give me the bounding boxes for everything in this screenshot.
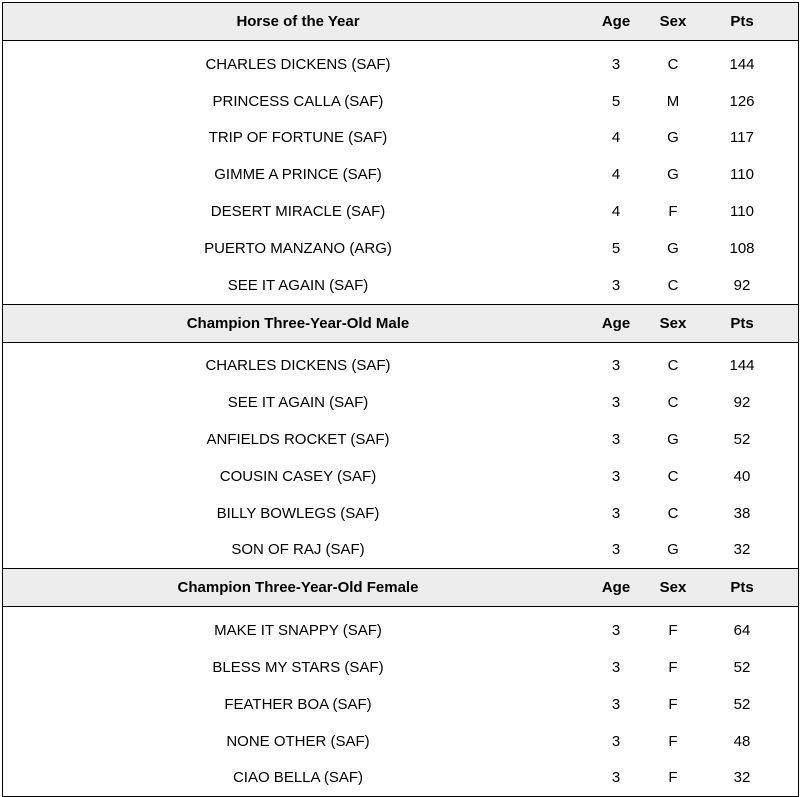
horse-points: 117 <box>730 129 754 147</box>
sex-column-header: Sex <box>659 579 687 597</box>
section-title: Champion Three-Year-Old Male <box>186 314 410 332</box>
table-row <box>3 649 798 686</box>
horse-name: SEE IT AGAIN (SAF) <box>227 276 369 294</box>
horse-age: 3 <box>611 276 621 294</box>
horse-points: 52 <box>733 431 751 449</box>
table-row <box>3 193 798 230</box>
horse-age: 3 <box>611 467 621 485</box>
horse-name: NONE OTHER (SAF) <box>226 732 370 750</box>
horse-age: 3 <box>611 357 621 375</box>
age-column-header: Age <box>601 579 631 597</box>
horse-points: 32 <box>733 541 751 559</box>
horse-points: 52 <box>733 659 751 677</box>
horse-age: 5 <box>611 92 621 110</box>
horse-name: MAKE IT SNAPPY (SAF) <box>214 622 382 640</box>
section-horse-of-the-year <box>3 3 798 304</box>
horse-age: 4 <box>611 203 621 221</box>
table-row <box>3 612 798 649</box>
pts-column-header: Pts <box>730 314 754 332</box>
horse-name: SON OF RAJ (SAF) <box>231 541 365 559</box>
horse-age: 4 <box>611 166 621 184</box>
horse-sex: C <box>667 394 679 412</box>
horse-points: 64 <box>733 622 751 640</box>
table-row <box>3 120 798 157</box>
horse-points: 92 <box>733 276 751 294</box>
horse-age: 3 <box>611 541 621 559</box>
horse-name: BILLY BOWLEGS (SAF) <box>216 504 380 522</box>
horse-points: 92 <box>733 394 751 412</box>
horse-age: 3 <box>611 622 621 640</box>
horse-sex: G <box>667 431 679 449</box>
sex-column-header: Sex <box>659 13 687 30</box>
horse-name: TRIP OF FORTUNE (SAF) <box>208 129 388 147</box>
table-row <box>3 686 798 723</box>
horse-age: 3 <box>611 431 621 449</box>
horse-name: PUERTO MANZANO (ARG) <box>204 239 392 257</box>
section-header <box>3 304 798 343</box>
section-champion-three-year-old-female <box>3 568 798 796</box>
horse-age: 3 <box>611 659 621 677</box>
table-row <box>3 532 798 569</box>
horse-points: 108 <box>729 239 755 257</box>
horse-points: 48 <box>733 732 751 750</box>
table-row <box>3 495 798 532</box>
table-row <box>3 384 798 421</box>
horse-sex: F <box>668 659 678 677</box>
horse-name: CIAO BELLA (SAF) <box>232 769 364 787</box>
horse-name: PRINCESS CALLA (SAF) <box>212 92 384 110</box>
horse-points: 32 <box>733 769 751 787</box>
horse-age: 4 <box>611 129 621 147</box>
horse-name: DESERT MIRACLE (SAF) <box>210 203 386 221</box>
horse-points: 110 <box>730 203 754 221</box>
horse-sex: F <box>668 695 678 713</box>
horse-age: 3 <box>611 55 621 73</box>
horse-sex: C <box>667 276 679 294</box>
horse-sex: C <box>667 357 679 375</box>
horse-sex: M <box>666 92 680 110</box>
horse-age: 3 <box>611 394 621 412</box>
horse-sex: F <box>668 732 678 750</box>
horse-name: ANFIELDS ROCKET (SAF) <box>206 431 390 449</box>
section-title: Champion Three-Year-Old Female <box>177 579 419 597</box>
table-row <box>3 348 798 385</box>
horse-name: GIMME A PRINCE (SAF) <box>214 166 382 184</box>
age-column-header: Age <box>601 314 631 332</box>
rankings-table <box>2 2 799 797</box>
horse-points: 110 <box>730 166 754 184</box>
horse-points: 144 <box>729 55 755 73</box>
horse-name: SEE IT AGAIN (SAF) <box>227 394 369 412</box>
table-row <box>3 83 798 120</box>
horse-age: 3 <box>611 695 621 713</box>
horse-age: 5 <box>611 239 621 257</box>
horse-points: 126 <box>729 92 755 110</box>
horse-age: 3 <box>611 504 621 522</box>
table-row <box>3 267 798 304</box>
pts-column-header: Pts <box>730 13 754 30</box>
horse-sex: C <box>667 504 679 522</box>
horse-sex: F <box>668 203 678 221</box>
horse-name: CHARLES DICKENS (SAF) <box>205 357 391 375</box>
horse-sex: C <box>667 467 679 485</box>
horse-points: 52 <box>733 695 751 713</box>
table-row <box>3 760 798 797</box>
table-row <box>3 421 798 458</box>
horse-sex: F <box>668 769 678 787</box>
sex-column-header: Sex <box>659 314 687 332</box>
table-row <box>3 458 798 495</box>
horse-sex: G <box>667 166 679 184</box>
horse-sex: G <box>667 541 679 559</box>
horse-sex: G <box>667 239 679 257</box>
horse-sex: G <box>667 129 679 147</box>
horse-points: 40 <box>733 467 751 485</box>
horse-name: CHARLES DICKENS (SAF) <box>205 55 391 73</box>
age-column-header: Age <box>601 13 631 30</box>
horse-sex: C <box>667 55 679 73</box>
horse-name: FEATHER BOA (SAF) <box>224 695 372 713</box>
horse-points: 144 <box>729 357 755 375</box>
table-row <box>3 156 798 193</box>
horse-sex: F <box>668 622 678 640</box>
section-header <box>3 568 798 607</box>
pts-column-header: Pts <box>730 579 754 597</box>
horse-name: BLESS MY STARS (SAF) <box>212 659 384 677</box>
horse-age: 3 <box>611 732 621 750</box>
section-title: Horse of the Year <box>236 13 360 30</box>
section-header <box>3 3 798 41</box>
section-champion-three-year-old-male <box>3 304 798 569</box>
table-row <box>3 46 798 83</box>
horse-name: COUSIN CASEY (SAF) <box>219 467 377 485</box>
horse-points: 38 <box>733 504 751 522</box>
table-row <box>3 723 798 760</box>
table-row <box>3 230 798 267</box>
horse-age: 3 <box>611 769 621 787</box>
